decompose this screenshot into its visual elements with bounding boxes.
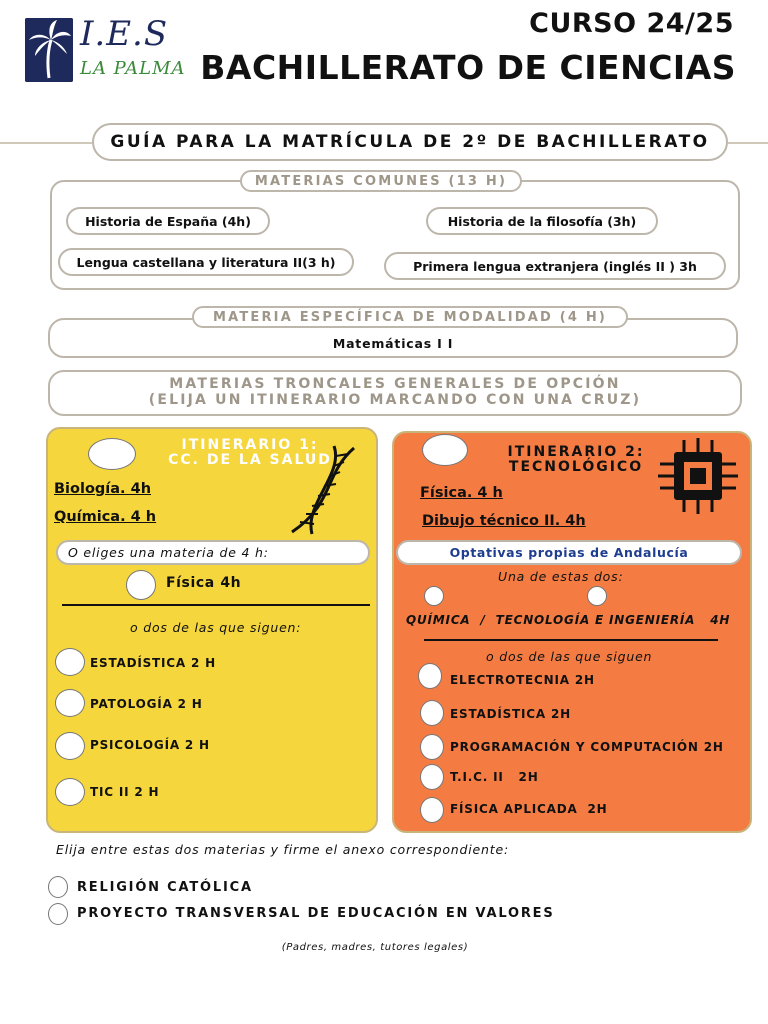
estadistica2-checkbox[interactable] (420, 700, 444, 726)
subject-lengua: Lengua castellana y literatura II(3 h) (58, 248, 354, 276)
religion-instruction: Elija entre estas dos materias y firme el anexo correspondiente: (56, 842, 509, 857)
common-subjects-legend: MATERIAS COMUNES (13 H) (240, 170, 522, 192)
guide-title: GUÍA PARA LA MATRÍCULA DE 2º DE BACHILLERATO (92, 123, 728, 161)
subject-fisica: Física. 4 h (420, 485, 503, 501)
logo-school-place: LA PALMA (80, 58, 186, 79)
psicologia-checkbox[interactable] (55, 732, 85, 760)
itinerary-2-title: ITINERARIO 2: (507, 444, 645, 460)
course-year: CURSO 24/25 (529, 8, 734, 39)
option-fisica-aplicada: FÍSICA APLICADA 2H (450, 802, 608, 816)
tic-checkbox[interactable] (55, 778, 85, 806)
programacion-checkbox[interactable] (420, 734, 444, 760)
quimica-checkbox[interactable] (424, 586, 444, 606)
subject-dibujo-tecnico: Dibujo técnico II. 4h (422, 513, 586, 529)
subject-biologia: Biología. 4h (54, 481, 152, 497)
option-valores: PROYECTO TRANSVERSAL DE EDUCACIÓN EN VALORES (77, 906, 555, 921)
itinerary-2-checkbox[interactable] (422, 434, 468, 466)
tecnologia-checkbox[interactable] (587, 586, 607, 606)
subject-historia-filosofia: Historia de la filosofía (3h) (426, 207, 658, 235)
divider-left (0, 142, 92, 144)
option-quimica-tecnologia: QUÍMICA / TECNOLOGÍA E INGENIERÍA 4H (406, 613, 731, 627)
option-tic-2: T.I.C. II 2H (450, 770, 539, 784)
option-fisica: Física 4h (166, 575, 242, 591)
logo-school-name: I.E.S (80, 14, 169, 54)
electrotecnia-checkbox[interactable] (418, 663, 442, 689)
fisica-checkbox[interactable] (126, 570, 156, 600)
estadistica-checkbox[interactable] (55, 648, 85, 676)
specific-subject-legend: MATERIA ESPECÍFICA DE MODALIDAD (4 H) (192, 306, 628, 328)
option-tic: TIC II 2 H (90, 785, 160, 799)
page-title: BACHILLERATO DE CIENCIAS (200, 48, 736, 87)
option-estadistica: ESTADÍSTICA 2 H (90, 656, 216, 670)
itinerary-1-checkbox[interactable] (88, 438, 136, 470)
signature-note: (Padres, madres, tutores legales) (281, 942, 469, 953)
option-electrotecnia: ELECTROTECNIA 2H (450, 673, 595, 687)
religion-checkbox[interactable] (48, 876, 68, 898)
itinerary-1-subtitle: CC. DE LA SALUD (168, 452, 332, 468)
itinerary-2-subtitle: TECNOLÓGICO (508, 459, 644, 475)
choose-one-4h: O eliges una materia de 4 h: (56, 540, 370, 565)
fisica-aplicada-checkbox[interactable] (420, 797, 444, 823)
subject-historia-espana: Historia de España (4h) (66, 207, 270, 235)
divider-right (728, 142, 768, 144)
option-estadistica-2: ESTADÍSTICA 2H (450, 707, 571, 721)
choose-two-label-2: o dos de las que siguen (486, 649, 653, 664)
itinerary-1-title: ITINERARIO 1: (181, 437, 319, 453)
subject-ingles: Primera lengua extranjera (inglés II ) 3h (384, 252, 726, 280)
optativas-andalucia: Optativas propias de Andalucía (396, 540, 742, 565)
valores-checkbox[interactable] (48, 903, 68, 925)
subject-quimica: Química. 4 h (54, 509, 157, 525)
itinerary-2-divider (424, 639, 718, 641)
one-of-two-label: Una de estas dos: (498, 569, 624, 584)
choose-two-label: o dos de las que siguen: (130, 620, 302, 635)
option-patologia: PATOLOGÍA 2 H (90, 697, 203, 711)
option-psicologia: PSICOLOGÍA 2 H (90, 738, 210, 752)
core-subjects-instruction: (ELIJA UN ITINERARIO MARCANDO CON UNA CRUZ) (148, 392, 642, 408)
dna-icon (284, 444, 362, 536)
option-programacion: PROGRAMACIÓN Y COMPUTACIÓN 2H (450, 740, 724, 754)
patologia-checkbox[interactable] (55, 689, 85, 717)
option-religion: RELIGIÓN CATÓLICA (77, 880, 253, 895)
tic2-checkbox[interactable] (420, 764, 444, 790)
palm-tree-logo-icon (25, 18, 73, 82)
subject-matematicas: Matemáticas I I (332, 336, 454, 351)
chip-icon (656, 436, 740, 516)
itinerary-1-divider (62, 604, 370, 606)
core-subjects-title: MATERIAS TRONCALES GENERALES DE OPCIÓN (169, 376, 621, 392)
